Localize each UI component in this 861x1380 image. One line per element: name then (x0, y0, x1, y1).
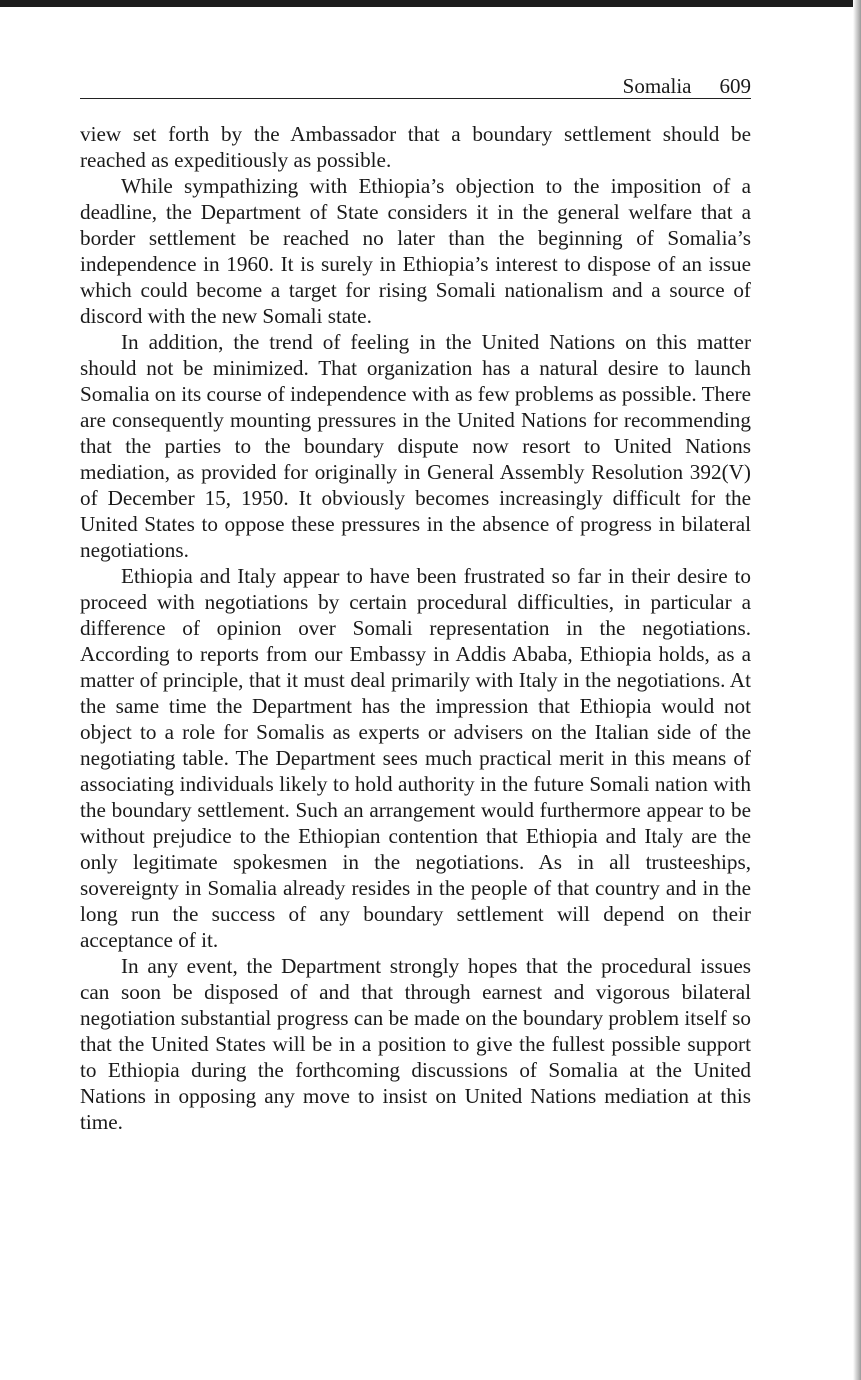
page-number: 609 (719, 74, 751, 98)
paragraph-conclusion: In any event, the Department strongly hopes that the procedural issues can soon be disposed of and that through earnest and vigorous bilateral negotiation substantial progress can be made on the boundary problem itself so that the United States will be in a position to give the fullest possible support to Ethiopia during the forthcoming discussions of Somalia at the United Nations in opposing any move to insist on United Nations mediation at this time. (80, 954, 751, 1134)
page-top-border (0, 0, 861, 7)
page-body (80, 121, 751, 1135)
paragraph-united-nations: In addition, the trend of feeling in the United Nations on this matter should not be minimized. That organization has a natural desire to launch Somalia on its course of independence with as few problems as possible. There are consequently mounting pressures in the United Nations for recommending that the parties to the boundary dispute now resort to United Nations mediation, as provided for originally in General Assembly Resolution 392(V) of December 15, 1950. It obviously becomes increasingly difficult for the United States to oppose these pressures in the absence of progress in bilateral negotiations. (80, 330, 751, 562)
running-header (80, 74, 751, 99)
paragraph-continued: view set forth by the Ambassador that a boundary settlement should be reached as expeditiously as possible. (80, 122, 751, 172)
paragraph-negotiations: Ethiopia and Italy appear to have been frustrated so far in their desire to proceed with negotiations by certain procedural difficulties, in particular a difference of opinion over Somali representation in the negotiations. According to reports from our Embassy in Addis Ababa, Ethiopia holds, as a matter of principle, that it must deal primarily with Italy in the negotiations. At the same time the Department has the impression that Ethiopia would not object to a role for Somalis as experts or advisers on the Italian side of the negotiating table. The Department sees much practical merit in this means of associating individuals likely to hold authority in the future Somali nation with the boundary settlement. Such an arrangement would furthermore appear to be without prejudice to the Ethiopian contention that Ethiopia and Italy are the only legitimate spokesmen in the negotiations. As in all trusteeships, sovereignty in Somalia already resides in the people of that country and in the long run the success of any boundary settlement will depend on their acceptance of it. (80, 564, 751, 952)
page-right-edge (853, 0, 861, 1380)
paragraph-deadline: While sympathizing with Ethiopia’s objection to the imposition of a deadline, the Department of State considers it in the general welfare that a border settlement be reached no later than the beginning of Somalia’s independence in 1960. It is surely in Ethiopia’s interest to dispose of an issue which could become a target for rising Somali nationalism and a source of discord with the new Somali state. (80, 174, 751, 328)
header-title: Somalia (622, 74, 692, 98)
